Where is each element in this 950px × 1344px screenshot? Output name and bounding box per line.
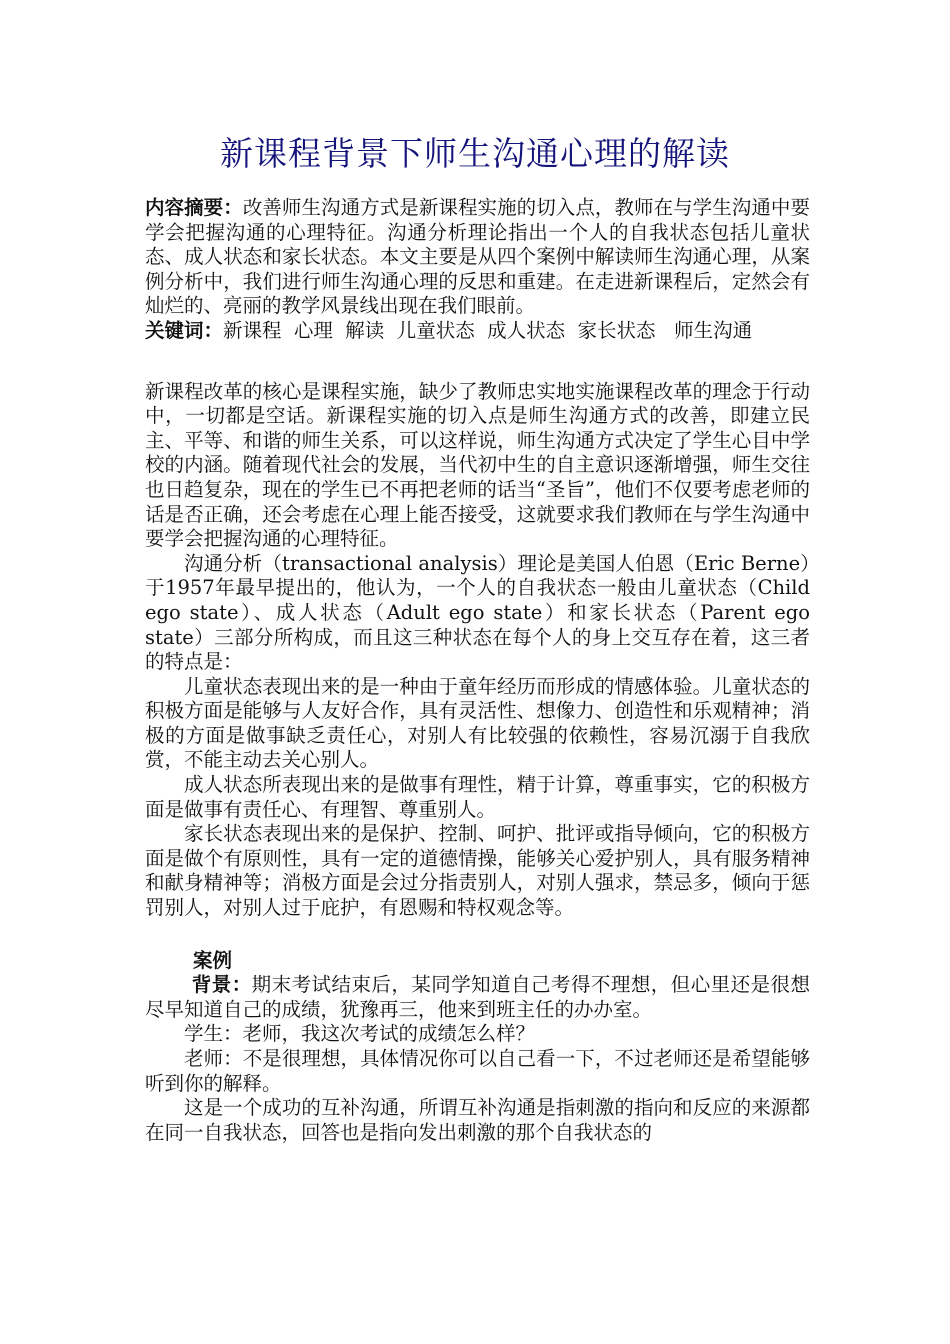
document-body	[145, 196, 810, 1145]
case-teacher-line: 老师：不是很理想，具体情况你可以自己看一下，不过老师还是希望能够听到你的解释。	[145, 1047, 810, 1095]
paragraph-2: 沟通分析（transactional analysis）理论是美国人伯恩（Eric Berne）于1957年最早提出的，他认为，一个人的自我状态一般由儿童状态（Child ego state）、成人状态（Adult ego state）和家长状态（Parent ego state）三部分所构成，而且这三种状态在每个人的身上交互存在着，这三者的特点是：	[145, 551, 810, 674]
abstract-label: 内容摘要：	[145, 196, 243, 219]
paragraph-1: 新课程改革的核心是课程实施，缺少了教师忠实地实施课程改革的理念于行动中，一切都是空话。新课程实施的切入点是师生沟通方式的改善，即建立民主、平等、和谐的师生关系，可以这样说，师生沟通方式决定了学生心目中学校的内涵。随着现代社会的发展，当代初中生的自主意识逐渐增强，师生交往也日趋复杂，现在的学生已不再把老师的话当“圣旨”，他们不仅要考虑老师的话是否正确，还会考虑在心理上能否接受，这就要求我们教师在与学生沟通中要学会把握沟通的心理特征。	[145, 379, 810, 551]
case-analysis: 这是一个成功的互补沟通，所谓互补沟通是指刺激的指向和反应的来源都在同一自我状态，回答也是指向发出刺激的那个自我状态的	[145, 1096, 810, 1144]
document-title: 新课程背景下师生沟通心理的解读	[220, 134, 730, 173]
case-background	[145, 973, 810, 1022]
case-background-label: 背景：	[191, 973, 252, 997]
case-background-text: 期末考试结束后，某同学知道自己考得不理想，但心里还是很想尽早知道自己的成绩，犹豫再三，他来到班主任的办办室。	[145, 973, 810, 1021]
keywords-text: 新课程 心理 解读 儿童状态 成人状态 家长状态 师生沟通	[223, 318, 753, 342]
case-student-line: 学生：老师，我这次考试的成绩怎么样？	[184, 1022, 536, 1046]
abstract	[145, 196, 810, 319]
spacer	[145, 921, 810, 949]
abstract-text: 改善师生沟通方式是新课程实施的切入点，教师在与学生沟通中要学会把握沟通的心理特征。沟通分析理论指出一个人的自我状态包括儿童状态、成人状态和家长状态。本文主要是从四个案例中解读师生沟通心理，从案例分析中，我们进行师生沟通心理的反思和重建。在走进新课程后，定然会有灿烂的、亮丽的教学风景线出现在我们眼前。	[145, 196, 810, 318]
paragraph-4: 成人状态所表现出来的是做事有理性，精于计算，尊重事实，它的积极方面是做事有责任心、有理智、尊重别人。	[145, 773, 810, 821]
keywords-label: 关键词：	[145, 318, 224, 342]
spacer	[145, 344, 810, 380]
paragraph-3: 儿童状态表现出来的是一种由于童年经历而形成的情感体验。儿童状态的积极方面是能够与人友好合作，具有灵活性、想像力、创造性和乐观精神；消极的方面是做事缺乏责任心，对别人有比较强的依赖性，容易沉溺于自我欣赏，不能主动去关心别人。	[145, 674, 810, 772]
case-heading: 案例	[193, 948, 233, 972]
paragraph-5: 家长状态表现出来的是保护、控制、呵护、批评或指导倾向，它的积极方面是做个有原则性，具有一定的道德情操，能够关心爱护别人，具有服务精神和献身精神等；消极方面是会过分指责别人，对别人强求，禁忌多，倾向于惩罚别人，对别人过于庇护，有恩赐和特权观念等。	[145, 822, 810, 920]
keywords	[145, 319, 810, 344]
